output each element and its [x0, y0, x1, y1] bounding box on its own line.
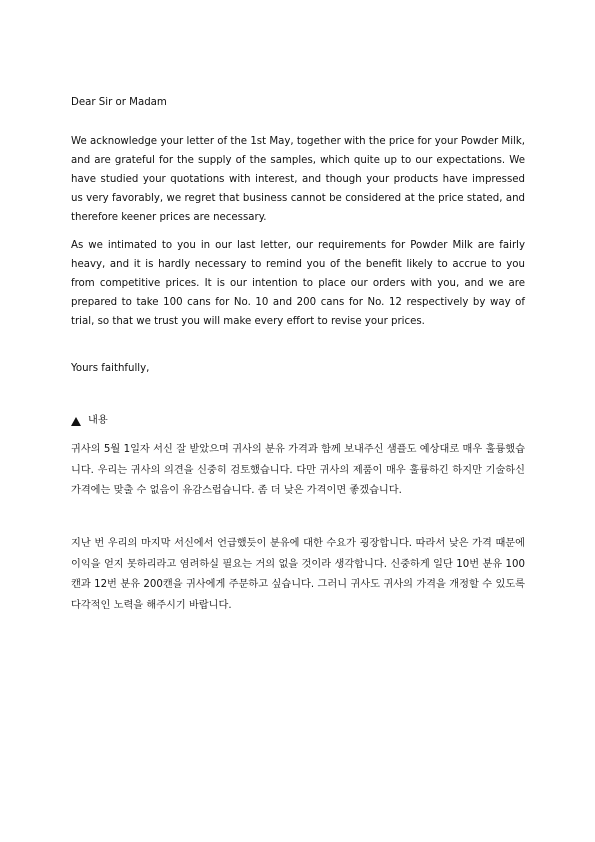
triangle-bullet-icon [71, 417, 81, 426]
translation-paragraph-1: 귀사의 5월 1일자 서신 잘 받았으며 귀사의 분유 가격과 함께 보내주신 샘플도 예상대로 매우 훌륭했습니다. 우리는 귀사의 의견을 신중히 검토했습니다. 다만 귀사의 제품이 매우 훌륭하긴 하지만 기술하신 가격에는 맞출 수 없음이 유감스럽습니다. 좀 더 낮은 가격이면 좋겠습니다. [71, 444, 525, 496]
letter-paragraph-1: We acknowledge your letter of the 1st May, together with the price for your Powder Milk, and are grateful for the supply of the samples, which quite up to our expectations. We have studied your quotations with interest, and though your products have impressed us very favorably, we regret that business cannot be considered at the price stated, and therefore keener prices are necessary. [71, 136, 525, 223]
letter-salutation: Dear Sir or Madam [71, 97, 167, 108]
translation-heading-label: 내용 [88, 415, 108, 426]
translation-paragraph-2: 지난 번 우리의 마지막 서신에서 언급했듯이 분유에 대한 수요가 굉장합니다. 따라서 낮은 가격 때문에 이익을 얻지 못하리라고 염려하실 필요는 거의 없을 것이라 생각합니다. 신중하게 일단 10번 분유 100캔과 12번 분유 200캔을 귀사에게 주문하고 싶습니다. 그러니 귀사도 귀사의 가격을 개정할 수 있도록 다각적인 노력을 해주시기 바랍니다. [71, 538, 525, 611]
letter-closing: Yours faithfully, [71, 363, 150, 374]
letter-paragraph-2: As we intimated to you in our last letter, our requirements for Powder Milk are fairly heavy, and it is hardly necessary to remind you of the benefit likely to accrue to you from competitive prices. It is our intention to place our orders with you, and we are prepared to take 100 cans for No. 10 and 200 cans for No. 12 respectively by way of trial, so that we trust you will make every effort to revise your prices. [71, 240, 525, 327]
translation-heading [71, 411, 525, 432]
